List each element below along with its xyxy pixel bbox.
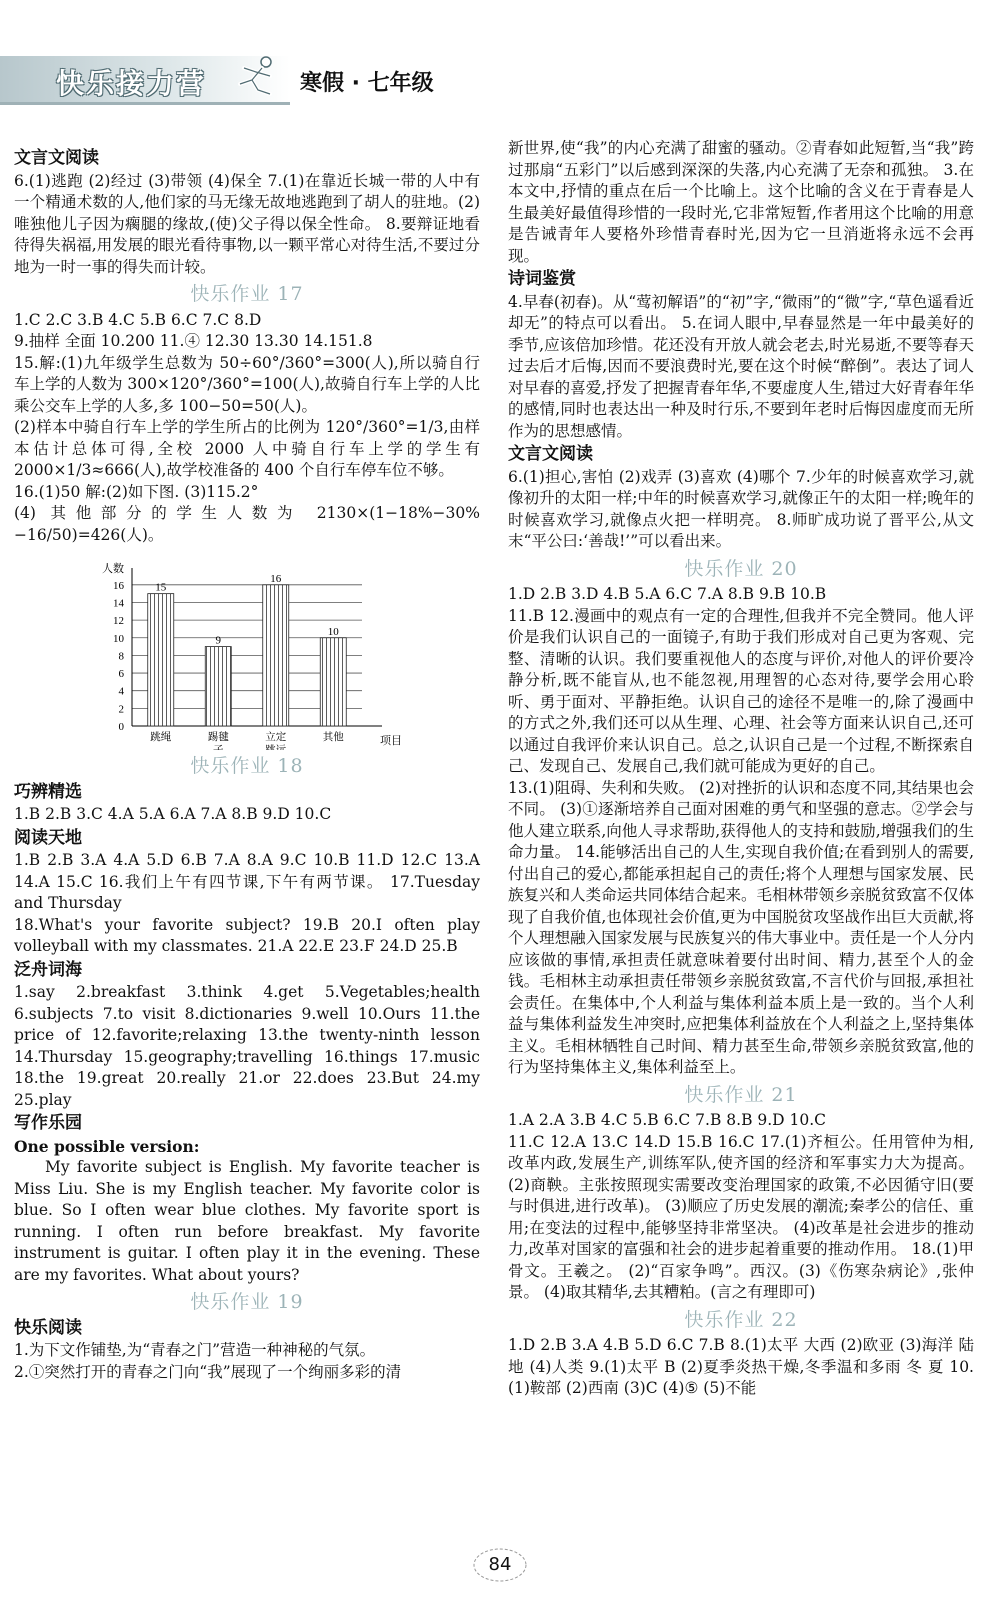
homework-heading: 快乐作业 21 <box>684 1083 798 1106</box>
answer-text: 新世界,使“我”的内心充满了甜蜜的骚动。②青春如此短暂,当“我”跨过那扇“五彩门”以后感到深深的失落,内心充满了无奈和孤独。 3.在本文中,抒情的重点在后一个比喻上。这个比喻的含义在于青春是人生最美好最值得珍惜的一段时光,它非常短暂,作者用这个比喻的用意是告诫青年人要格外珍惜青春时光,因为它一旦消逝将永远不会再现。 <box>508 139 974 265</box>
answer-text: 2.①突然打开的青春之门向“我”展现了一个绚丽多彩的清 <box>14 1362 402 1381</box>
bar-value-label: 15 <box>155 581 167 594</box>
x-axis-label: 项目 <box>380 734 402 747</box>
homework-heading: 快乐作业 22 <box>684 1308 798 1331</box>
answer-text: 6.(1)担心,害怕 (2)戏弄 (3)喜欢 (4)哪个 7.少年的时候喜欢学习,就像初升的太阳一样;中年的时候喜欢学习,就像正午的太阳一样;晚年的时候喜欢学习,就像点火把一样明亮。 8.师旷成功说了晋平公,从文末“平公曰:‘善哉!’”可以看出来。 <box>508 467 974 550</box>
y-tick-label: 4 <box>118 685 124 698</box>
bar-value-label: 16 <box>270 572 282 585</box>
header-subtitle: 寒假 · 七年级 <box>300 71 434 96</box>
answer-text: (2)样本中骑自行车上学的学生所占的比例为 120°/360°=1/3,由样本估计总体可得,全校 2000 人中骑自行车上学的学生有 2000×1/3≈666(人),故学校准备的 400 个自行车停车位不够。 <box>14 418 480 479</box>
y-tick-label: 14 <box>113 597 124 610</box>
section-title: 阅读天地 <box>14 827 82 848</box>
answer-text: 1.B 2.B 3.A 4.A 5.D 6.B 7.A 8.A 9.C 10.B 11.D 12.C 13.A 14.A 15.C 16.我们上午有四节课,下午有两节课。 17.Tuesday and Thursday <box>14 851 480 912</box>
y-tick-label: 0 <box>118 721 124 733</box>
answer-text: 1.为下文作铺垫,为“青春之门”营造一种神秘的气氛。 <box>14 1341 376 1359</box>
homework-heading: 快乐作业 19 <box>190 1291 304 1313</box>
y-tick-label: 8 <box>118 650 124 663</box>
bar <box>263 585 289 726</box>
bar-value-label: 9 <box>215 634 221 647</box>
x-tick-label: 子 <box>213 744 224 750</box>
bar <box>320 638 346 726</box>
answer-text: 16.(1)50 解:(2)如下图. (3)115.2° <box>14 482 259 501</box>
answer-text: 13.(1)阻碍、失利和失败。 (2)对挫折的认识和态度不同,其结果也会不同。 (3)①逐渐培养自己面对困难的勇气和坚强的意志。②学会与他人建立联系,向他人寻求帮助,获得他人的支持和鼓励,增强我们的生命力量。 14.能够活出自己的人生,实现自我价值;在看到别人的需要,付出自己的爱心,都能承担起自己的责任;将个人理想与国家发展、民族复兴和人类命运共同体结合起来。毛相林带领乡亲脱贫致富不仅体现了自我价值,也体现社会价值,更为中国脱贫攻坚战作出巨大贡献,将个人理想融入国家发展与民族复兴的伟大事业中。责任是一个人分内应该做的事情,承担责任就意味着要付出时间、精力,甚至个人的金钱。毛相林主动承担责任带领乡亲脱贫致富,不言代价与回报,承担社会责任。在集体中,个人利益与集体利益本质上是一致的。当个人利益与集体利益发生冲突时,应把集体利益放在个人利益之上,坚持集体主义。毛相林牺牲自己时间、精力甚至生命,带领乡亲脱贫致富,他的行为坚持集体主义,集体利益至上。 <box>508 778 974 1076</box>
answer-text: 4.早春(初春)。从“莺初解语”的“初”字,“微雨”的“微”字,“草色遥看近却无”的特点可以看出。 5.在词人眼中,早春显然是一年中最美好的季节,应该倍加珍惜。花还没有开放人就会老去,时光易逝,不要等春天过去后才后悔,因而不要浪费时光,要在这个时候“醉倒”。表达了词人对早春的喜爱,抒发了把握青春年华,不要虚度人生,错过大好青春年华的感情,同时也表达出一种及时行乐,不要到年老时后悔因虚度而无所作为的思想感情。 <box>508 292 974 440</box>
y-tick-label: 16 <box>113 579 124 592</box>
left-column <box>14 146 480 1383</box>
section-title: 诗词鉴赏 <box>508 269 576 289</box>
y-tick-label: 12 <box>113 615 124 628</box>
answer-text: 1.D 2.B 3.A 4.B 5.D 6.C 7.B 8.(1)太平 大西 (2)欧亚 (3)海洋 陆地 (4)人类 9.(1)太平 B (2)夏季炎热干燥,冬季温和多雨 冬 夏 10.(1)鞍部 (2)西南 (3)C (4)⑤ (5)不能 <box>508 1336 974 1397</box>
y-axis-label: 人数 <box>102 562 124 575</box>
runner-icon <box>222 54 282 100</box>
homework-heading: 快乐作业 18 <box>190 755 304 777</box>
x-tick-label: 跳绳 <box>150 731 172 743</box>
x-tick-label: 跳远 <box>265 744 287 750</box>
page-number-text: 84 <box>488 1554 512 1575</box>
answer-text: 1.C 2.C 3.B 4.C 5.B 6.C 7.C 8.D <box>14 310 262 329</box>
homework-heading: 快乐作业 17 <box>190 283 304 305</box>
bar-chart-svg <box>14 550 480 750</box>
y-tick-label: 10 <box>113 632 124 645</box>
answer-text: 11.B 12.漫画中的观点有一定的合理性,但我并不完全赞同。他人评价是我们认识自己的一面镜子,有助于我们形成对自己更为客观、完整、清晰的认识。我们要重视他人的态度与评价,对他人的评价要冷静分析,既不能盲从,也不能忽视,用理智的心态对待,要学会用心聆听、勇于面对、平静拒绝。认识自己的途径不是唯一的,除了漫画中的方式之外,我们还可以从生理、心理、社会等方面来认识自己,还可以通过自我评价来认识自己。总之,认识自己是一个过程,不断探索自己、发现自己、发展自己,我们就可能成为更好的自己。 <box>508 606 974 775</box>
section-title: 快乐阅读 <box>14 1317 82 1338</box>
answer-text: 9.抽样 全面 10.200 11.④ 12.30 13.30 14.151.8 <box>14 332 373 350</box>
section-title: 巧辨精选 <box>14 781 82 802</box>
section-title: 泛舟词海 <box>14 959 82 980</box>
answer-text: (4) 其他部分的学生人数为 2130×(1−18%−30%−16/50)=426(人)。 <box>14 504 480 544</box>
homework-heading: 快乐作业 20 <box>684 557 798 580</box>
y-tick-label: 6 <box>118 668 124 681</box>
answer-text: 15.解:(1)九年级学生总数为 50÷60°/360°=300(人),所以骑自行车上学的人数为 300×120°/360°=100(人),故骑自行车上学的人比乘公交车上学的人多,多 100−50=50(人)。 <box>14 353 480 415</box>
x-tick-label: 立定 <box>265 731 287 743</box>
answer-text: 1.A 2.A 3.B 4.C 5.B 6.C 7.B 8.B 9.D 10.C <box>508 1111 827 1129</box>
answer-text: 1.D 2.B 3.D 4.B 5.A 6.C 7.A 8.B 9.B 10.B <box>508 585 827 603</box>
essay-text: My favorite subject is English. My favorite teacher is Miss Liu. She is my English teacher. My favorite color is blue. So I often wear blue clothes. My favorite sport is running. I often run before breakfast. My favorite instrument is guitar. I often play it in the evening. These are my favorites. What about yours? <box>14 1158 480 1284</box>
bar <box>205 647 231 726</box>
bar-chart <box>14 550 480 750</box>
bar-value-label: 10 <box>327 625 339 638</box>
answer-text: 1.say 2.breakfast 3.think 4.get 5.Vegetables;health 6.subjects 7.to visit 8.dictionaries 9.well 10.Ours 11.the price of 12.favorite;relaxing 13.the twenty-ninth lesson 14.Thursday 15.geography;travelling 16.things 17.music 18.the 19.great 20.really 21.or 22.does 23.But 24.my 25.play <box>14 983 480 1109</box>
bar <box>148 594 174 726</box>
answer-text: 18.What's your favorite subject? 19.B 20.I often play volleyball with my classmates. 21.A 22.E 23.F 24.D 25.B <box>14 915 480 955</box>
section-title: 写作乐园 <box>14 1113 82 1133</box>
section-title: 文言文阅读 <box>14 148 99 168</box>
page-header <box>0 0 996 120</box>
answer-text: 1.B 2.B 3.C 4.A 5.A 6.A 7.A 8.B 9.D 10.C <box>14 805 332 823</box>
right-column <box>508 138 974 1400</box>
x-tick-label: 其他 <box>322 731 344 743</box>
section-title: 文言文阅读 <box>508 444 593 464</box>
version-label: One possible version: <box>14 1136 200 1156</box>
answer-text: 11.C 12.A 13.C 14.D 15.B 16.C 17.(1)齐桓公。任用管仲为相,改革内政,发展生产,训练军队,使齐国的经济和军事实力大为提高。 (2)商鞅。主张按照现实需要改变治理国家的政策,不必因循守旧(要与时俱进,进行改革)。 (3)顺应了历史发展的潮流;秦孝公的信任、重用;在变法的过程中,能够坚持非常坚决。 (4)改革是社会进步的推动力,改革对国家的富强和社会的进步起着重要的推动作用。 18.(1)甲骨文。王羲之。 (2)“百家争鸣”。西汉。(3)《伤寒杂病论》,张仲景。 (4)取其精华,去其糟粕。(言之有理即可) <box>508 1132 974 1301</box>
page-number <box>470 1546 530 1584</box>
y-tick-label: 2 <box>118 703 124 716</box>
x-tick-label: 踢毽 <box>207 731 229 743</box>
answer-text: 6.(1)逃跑 (2)经过 (3)带领 (4)保全 7.(1)在靠近长城一带的人中有一个精通术数的人,他们家的马无缘无故地逃跑到了胡人的驻地。(2)唯独他儿子因为瘸腿的缘故,(使)父子得以保全性命。 8.要辩证地看待得失祸福,用发展的眼光看待事物,以一颗平常心对待生活,不要过分地为一时一事的得失而计较。 <box>14 171 480 276</box>
banner-title: 快乐接力营 <box>56 67 207 100</box>
